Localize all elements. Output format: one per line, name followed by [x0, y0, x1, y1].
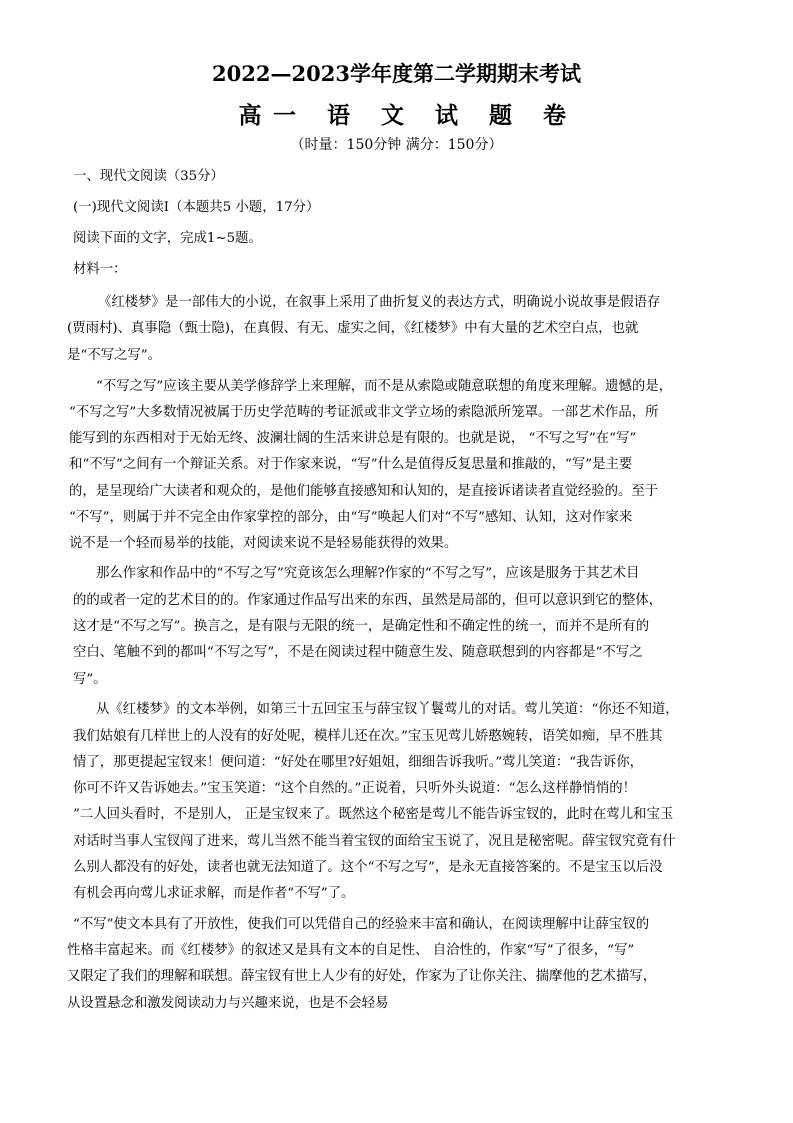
text-line: 从《红楼梦》的文本举例，如第三十五回宝玉与薛宝钗丫鬟莺儿的对话。莺儿笑道：“你还不知道， — [96, 702, 679, 717]
text-line: 我们姑娘有几样世上的人没有的好处呢，模样儿还在次。”宝玉见莺儿娇憨婉转，语笑如痴，早不胜其 — [73, 729, 663, 744]
exam-subtitle: 高一 语 文 试 题 卷 — [238, 102, 578, 129]
exam-title: 2022—2023学年度第二学期期末考试 — [212, 61, 581, 86]
text-line: 的，是呈现给广大读者和观众的，是他们能够直接感知和认知的，是直接诉诸读者直觉经验的。至于 — [69, 484, 659, 499]
text-line: 这才是“不写之写”。换言之，是有限与无限的统一，是确定性和不确定性的统一，而并不是所有的 — [73, 619, 650, 634]
text-line: 《红楼梦》是一部伟大的小说，在叙事上采用了曲折复义的表达方式，明确说小说故事是假语存 — [98, 295, 661, 310]
text-line: 和“不写”之间有一个辩证关系。对于作家来说，“写”什么是值得反复思量和推敲的，“写”是主要 — [69, 457, 633, 472]
text-line: 是“不写之写”。 — [67, 348, 162, 363]
material-label: 材料一： — [73, 262, 127, 277]
text-line: 说不是一个轻而易举的技能，对阅读来说不是轻易能获得的效果。 — [69, 536, 458, 551]
instruction-text: 阅读下面的文字，完成1~5题。 — [73, 231, 262, 246]
text-line: 能写到的东西相对于无始无终、波澜壮阔的生活来讲总是有限的。也就是说， “不写之写”在“写” — [69, 431, 637, 446]
text-line: “不写之写”应该主要从美学修辞学上来理解，而不是从索隐或随意联想的角度来理解。遗憾的是， — [96, 379, 673, 394]
text-line: “不写”，则属于并不完全由作家掌控的部分，由“写”唤起人们对“不写”感知、认知，这对作家来 — [69, 510, 633, 525]
text-line: 的的或者一定的艺术目的的。作家通过作品写出来的东西，虽然是局部的，但可以意识到它的整体， — [73, 593, 663, 608]
exam-time-info: （时量：150分钟 满分：150分） — [290, 137, 503, 153]
text-line: “不写”使文本具有了开放性，使我们可以凭借自己的经验来丰富和确认，在阅读理解中让薛宝钗的 — [73, 917, 650, 932]
text-line: 么别人都没有的好处，读者也就无法知道了。这个“不写之写”，是永无直接答案的。不是宝玉以后没 — [73, 860, 663, 875]
text-line: 空白、笔触不到的都叫“不写之写”，不是在阅读过程中随意生发、随意联想到的内容都是“不写之 — [73, 645, 643, 660]
text-line: ”二人回头看时，不是别人， 正是宝钗来了。既然这个秘密是莺儿不能告诉宝钗的，此时在莺儿和宝玉 — [73, 807, 674, 822]
text-line: 那么作家和作品中的“不写之写”究竟该怎么理解?作家的“不写之写”，应该是服务于其艺术目 — [96, 566, 640, 581]
text-line: 又限定了我们的理解和联想。薛宝钗有世上人少有的好处，作家为了让你关注、揣摩他的艺术描写， — [67, 969, 657, 984]
text-line: “不写之写”大多数情况被属于历史学范畴的考证派或非文学立场的索隐派所笼罩。一部艺术作品，所 — [69, 405, 659, 420]
text-line: (贾雨村)、真事隐（甄士隐)，在真假、有无、虚实之间，《红楼梦》中有大量的艺术空白点，也就 — [67, 321, 639, 336]
text-line: 有机会再向莺儿求证求解，而是作者“不写”了。 — [73, 886, 355, 901]
text-line: 从设置悬念和激发阅读动力与兴趣来说，也是不会轻易 — [67, 996, 389, 1011]
text-line: 对话时当事人宝钗闯了进来，莺儿当然不能当着宝钗的面给宝玉说了，况且是秘密呢。薛宝钗究竟有什 — [73, 834, 676, 849]
section-heading: 一、现代文阅读（35分） — [73, 169, 224, 184]
text-line: 你可不许又告诉她去。”宝玉笑道：“这个自然的。”正说着，只听外头说道：“怎么这样静悄悄的！ — [73, 781, 636, 796]
text-line: 性格丰富起来。而《红楼梦》的叙述又是具有文本的自足性、 自洽性的，作家“写”了很多，“写” — [67, 943, 635, 958]
text-line: 情了，那更提起宝钗来！便问道：“好处在哪里?好姐姐，细细告诉我听。”莺儿笑道：“我告诉你， — [73, 755, 644, 770]
subsection-heading: (一)现代文阅读Ⅰ（本题共5 小题，17分） — [73, 200, 320, 215]
text-line: 写”。 — [73, 672, 107, 687]
